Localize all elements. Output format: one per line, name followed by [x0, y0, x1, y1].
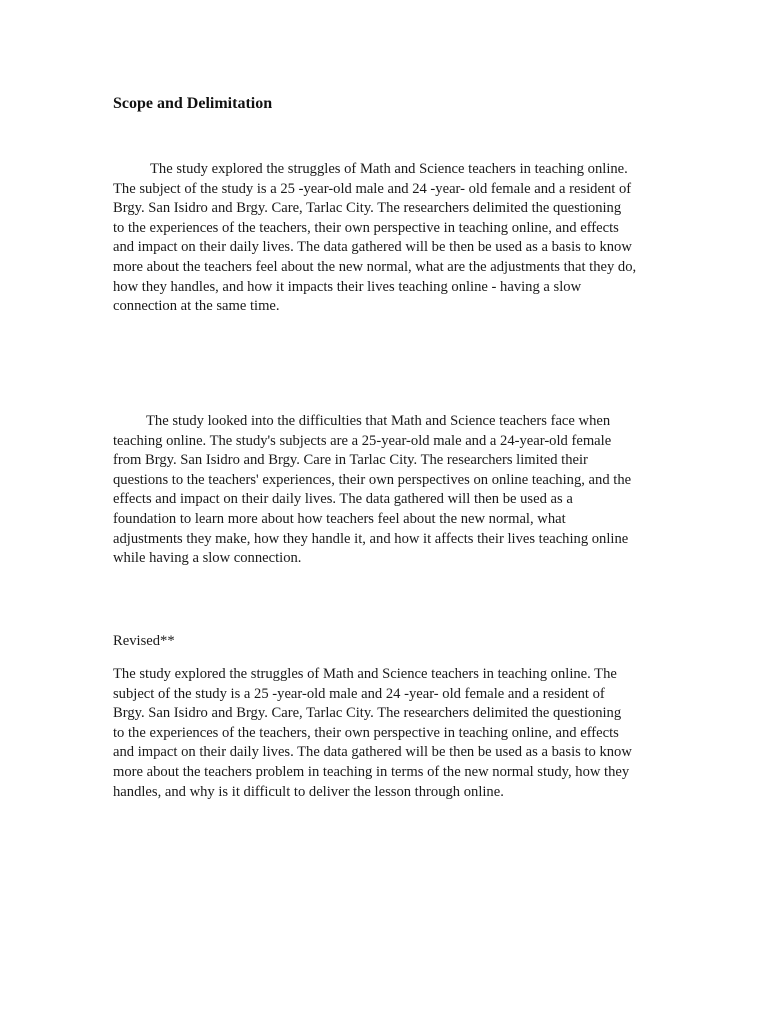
text-line: adjustments they make, how they handle it, and how it affects their lives teaching online: [113, 530, 629, 547]
text-line: teaching online. The study's subjects are a 25-year-old male and a 24-year-old female: [113, 432, 612, 449]
text-line: foundation to learn more about how teachers feel about the new normal, what: [113, 510, 566, 527]
page-title: Scope and Delimitation: [113, 95, 273, 112]
text-line: to the experiences of the teachers, their own perspective in teaching online, and effects: [113, 724, 619, 741]
text-line: Brgy. San Isidro and Brgy. Care, Tarlac City. The researchers delimited the questioning: [113, 705, 622, 722]
text-line: The study explored the struggles of Math and Science teachers in teaching online. The: [113, 666, 617, 682]
text-line: The subject of the study is a 25 -year-old male and 24 -year- old female and a resident of: [113, 180, 632, 197]
paragraph-original: [113, 160, 636, 317]
text-line: more about the teachers feel about the new normal, what are the adjustments that they do,: [113, 258, 637, 275]
text-line: effects and impact on their daily lives. The data gathered will then be used as a: [113, 491, 573, 508]
paragraph-paraphrased: [113, 412, 631, 569]
text-line: subject of the study is a 25 -year-old male and 24 -year- old female and a resident of: [113, 685, 605, 702]
text-line: and impact on their daily lives. The data gathered will be then be used as a basis to know: [113, 239, 632, 256]
text-line: to the experiences of the teachers, their own perspective in teaching online, and effects: [113, 219, 619, 236]
text-line: The study looked into the difficulties that Math and Science teachers face when: [146, 413, 611, 429]
text-line: and impact on their daily lives. The data gathered will be then be used as a basis to know: [113, 744, 632, 761]
text-line: handles, and why is it difficult to deliver the lesson through online.: [113, 783, 504, 800]
text-line: how they handles, and how it impacts their lives teaching online - having a slow: [113, 278, 582, 295]
paragraph-revised: [113, 665, 632, 802]
text-line: connection at the same time.: [113, 298, 280, 315]
text-line: from Brgy. San Isidro and Brgy. Care in Tarlac City. The researchers limited their: [113, 452, 588, 469]
text-line: questions to the teachers' experiences, their own perspectives on online teaching, and the: [113, 471, 632, 488]
text-line: while having a slow connection.: [113, 550, 302, 567]
text-line: more about the teachers problem in teaching in terms of the new normal study, how they: [113, 763, 630, 780]
text-line: Brgy. San Isidro and Brgy. Care, Tarlac City. The researchers delimited the questioning: [113, 200, 622, 217]
revised-label: Revised**: [113, 633, 175, 649]
text-line: The study explored the struggles of Math and Science teachers in teaching online.: [150, 161, 628, 177]
